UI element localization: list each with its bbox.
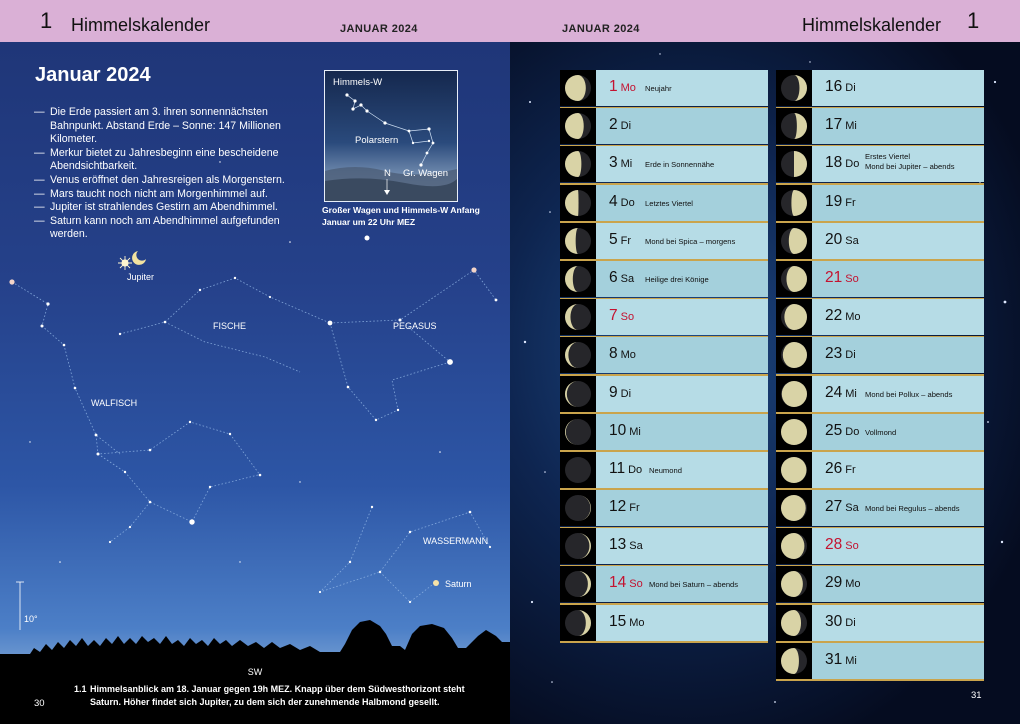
moon-phase-icon	[776, 643, 812, 679]
day-number: 12 Fr	[609, 498, 640, 516]
horizon-silhouette	[0, 616, 510, 662]
weekday-label: Sa	[620, 272, 635, 285]
moon-phase-icon	[560, 452, 596, 488]
calendar-row	[560, 185, 768, 221]
day-number: 13 Sa	[609, 536, 643, 554]
moon-phase-icon	[560, 223, 596, 259]
weekday-label: Mo	[620, 82, 636, 94]
day-number: 5 Fr	[609, 230, 632, 248]
caption-bar	[0, 662, 510, 724]
day-number: 9 Di	[609, 383, 632, 401]
moon-phase-icon	[776, 605, 812, 641]
day-note: Erstes Viertel Mond bei Jupiter – abends	[865, 152, 955, 172]
calendar-row	[776, 223, 984, 259]
calendar-row	[560, 223, 768, 259]
day-number: 20 Sa	[825, 230, 859, 248]
sky-map-page	[0, 42, 510, 724]
moon-phase-icon	[776, 299, 812, 335]
day-note: Heilige drei Könige	[645, 274, 709, 284]
day-number: 25 Do	[825, 421, 860, 439]
chapter-title-left: Himmelskalender	[71, 15, 211, 35]
header-right	[510, 0, 1020, 42]
day-number: 24 Mi	[825, 383, 857, 401]
calendar-row	[560, 605, 768, 641]
calendar-row	[560, 337, 768, 373]
jupiter-moon-marker	[118, 251, 146, 270]
day-number: 22 Mo	[825, 307, 861, 325]
big-dipper-inset	[324, 70, 458, 202]
weekday-label: Sa	[845, 502, 859, 515]
moon-phase-icon	[776, 414, 812, 450]
label-fische: FISCHE	[213, 321, 247, 331]
day-number: 21 So	[825, 268, 859, 286]
calendar-column-1	[560, 70, 768, 643]
weekday-label: Fr	[845, 196, 856, 209]
day-note: Mond bei Regulus – abends	[865, 504, 960, 514]
moon-phase-icon	[560, 108, 596, 144]
day-number: 27 Sa	[825, 498, 859, 516]
moon-phase-icon	[560, 185, 596, 221]
label-walfisch: WALFISCH	[91, 398, 138, 408]
weekday-label: So	[845, 272, 859, 285]
moon-phase-icon	[776, 337, 812, 373]
calendar-row	[560, 146, 768, 182]
direction-label: SW	[247, 667, 263, 677]
moon-phase-icon	[560, 528, 596, 564]
weekday-label: Sa	[629, 540, 643, 553]
calendar-row	[776, 376, 984, 412]
fact-item: — Jupiter ist strahlendes Gestirn am Abendhimmel.	[34, 201, 304, 215]
weekday-label: Sa	[845, 234, 859, 247]
weekday-label: Do	[628, 463, 643, 476]
page-number-left: 30	[34, 698, 45, 709]
weekday-label: So	[620, 311, 635, 324]
calendar-row	[776, 108, 984, 144]
moon-phase-icon	[776, 70, 812, 106]
label-saturn: Saturn	[445, 579, 472, 589]
calendar-row	[776, 643, 984, 679]
calendar-row	[776, 605, 984, 641]
weekday-label: Fr	[620, 234, 632, 247]
moon-phase-icon	[560, 376, 596, 412]
day-number: 30 Di	[825, 612, 856, 630]
weekday-label: Mi	[845, 654, 857, 667]
calendar-row	[776, 70, 984, 106]
day-number: 29 Mo	[825, 574, 861, 592]
moon-phase-icon	[776, 108, 812, 144]
day-number: 23 Di	[825, 345, 856, 363]
day-note: Neujahr	[645, 84, 672, 93]
chapter-number-right: 1	[967, 8, 980, 33]
label-himmels-w: Himmels-W	[333, 77, 383, 88]
moon-phase-icon	[560, 70, 596, 106]
weekday-label: Mo	[620, 349, 636, 362]
calendar-row	[560, 566, 768, 602]
chapter-number-left: 1	[40, 8, 53, 33]
calendar-row	[776, 185, 984, 221]
day-number: 10 Mi	[609, 421, 641, 439]
moon-phase-icon	[560, 299, 596, 335]
calendar-row	[560, 376, 768, 412]
day-number: 4 Do	[609, 192, 635, 210]
moon-phase-icon	[560, 414, 596, 450]
monthly-facts-list	[34, 106, 304, 242]
figure-caption: Himmelsanblick am 18. Januar gegen 19h MEZ. Knapp über dem Südwesthorizont steht Saturn. Höher findet sich Jupiter, zu dem sich der zunehmende Halbmond gesellt.	[90, 684, 465, 707]
moon-phase-icon	[776, 223, 812, 259]
label-jupiter: Jupiter	[127, 272, 155, 282]
day-number: 8 Mo	[609, 345, 636, 363]
weekday-label: Mi	[845, 387, 857, 400]
fact-item: — Saturn kann noch am Abendhimmel aufgefunden werden.	[34, 215, 304, 242]
weekday-label: Fr	[629, 502, 640, 515]
moon-phase-icon	[776, 146, 812, 182]
page-number-right: 31	[971, 690, 982, 701]
moon-phase-icon	[776, 185, 812, 221]
weekday-label: Di	[845, 616, 856, 629]
calendar-page	[510, 42, 1020, 724]
day-number: 11 Do	[609, 459, 643, 477]
calendar-row	[776, 299, 984, 335]
calendar-row	[560, 261, 768, 297]
weekday-label: Mo	[845, 578, 861, 591]
day-note: Neumond	[649, 465, 682, 475]
moon-phase-icon	[776, 376, 812, 412]
weekday-label: Mo	[629, 616, 645, 629]
calendar-row	[560, 414, 768, 450]
calendar-row	[560, 108, 768, 144]
month-label-right: JANUAR 2024	[562, 23, 640, 35]
month-label-left: JANUAR 2024	[340, 23, 418, 35]
inset-caption: Großer Wagen und Himmels-W Anfang Januar um 22 Uhr MEZ	[322, 205, 480, 227]
calendar-row	[776, 146, 984, 182]
weekday-label: Di	[845, 349, 856, 362]
figure-label: 1.1	[74, 684, 87, 694]
calendar-row	[776, 490, 984, 526]
day-note: Mond bei Spica – morgens	[645, 236, 736, 246]
label-wassermann: WASSERMANN	[423, 536, 489, 546]
weekday-label: Do	[845, 158, 860, 171]
weekday-label: Di	[620, 120, 632, 133]
day-number: 15 Mo	[609, 612, 645, 630]
altitude-label: 10°	[24, 614, 38, 624]
calendar-row	[560, 70, 768, 106]
moon-phase-icon	[776, 528, 812, 564]
day-note-secondary: Mond bei Jupiter – abends	[865, 162, 955, 172]
weekday-label: Do	[620, 196, 635, 209]
day-number: 7 So	[609, 307, 635, 325]
calendar-row	[776, 566, 984, 602]
calendar-row	[560, 528, 768, 564]
day-number: 14 So	[609, 574, 643, 592]
calendar-row	[776, 414, 984, 450]
weekday-label: Mi	[629, 425, 641, 438]
fact-item: — Venus eröffnet den Jahresreigen als Morgenstern.	[34, 174, 304, 188]
day-number: 31 Mi	[825, 650, 857, 668]
moon-phase-icon	[776, 261, 812, 297]
day-number: 1 Mo	[609, 78, 636, 95]
label-gr-wagen: Gr. Wagen	[403, 168, 449, 179]
day-number: 16 Di	[825, 78, 856, 95]
day-number: 26 Fr	[825, 459, 856, 477]
weekday-label: So	[845, 540, 859, 553]
label-polarstern: Polarstern	[355, 135, 399, 146]
calendar-row	[560, 452, 768, 488]
calendar-row	[776, 452, 984, 488]
calendar-row	[776, 528, 984, 564]
day-number: 19 Fr	[825, 192, 856, 210]
day-number: 18 Do	[825, 154, 860, 172]
day-number: 6 Sa	[609, 268, 635, 286]
weekday-label: Di	[620, 387, 632, 400]
day-note: Mond bei Saturn – abends	[649, 580, 739, 590]
fact-item: — Die Erde passiert am 3. ihren sonnennächsten Bahnpunkt. Abstand Erde – Sonne: 147 Millionen Kilometer.	[34, 106, 304, 147]
moon-phase-icon	[776, 566, 812, 602]
fact-item: — Mars taucht noch nicht am Morgenhimmel auf.	[34, 188, 304, 202]
calendar-row	[560, 299, 768, 335]
calendar-column-2	[776, 70, 984, 681]
header-left	[0, 0, 510, 42]
day-number: 2 Di	[609, 116, 632, 134]
day-note: Letztes Viertel	[645, 198, 693, 208]
weekday-label: Di	[845, 82, 856, 94]
weekday-label: Do	[845, 425, 860, 438]
moon-phase-icon	[560, 261, 596, 297]
day-number: 17 Mi	[825, 116, 857, 134]
moon-phase-icon	[776, 490, 812, 526]
calendar-row	[776, 261, 984, 297]
moon-phase-icon	[560, 566, 596, 602]
moon-phase-icon	[560, 490, 596, 526]
moon-phase-icon	[560, 337, 596, 373]
fact-item: — Merkur bietet zu Jahresbeginn eine bescheidene Abendsichtbarkeit.	[34, 147, 304, 174]
calendar-row	[560, 490, 768, 526]
weekday-label: Mi	[620, 158, 633, 171]
label-pegasus: PEGASUS	[393, 321, 437, 331]
day-note: Mond bei Pollux – abends	[865, 389, 953, 399]
day-number: 28 So	[825, 536, 859, 554]
moon-phase-icon	[776, 452, 812, 488]
day-note: Vollmond	[865, 427, 897, 437]
day-note: Erde in Sonnennähe	[645, 160, 715, 170]
weekday-label: So	[629, 578, 643, 591]
label-north: N	[384, 168, 391, 179]
calendar-row	[776, 337, 984, 373]
month-title: Januar 2024	[35, 64, 151, 86]
day-number: 3 Mi	[609, 154, 633, 172]
chapter-title-right: Himmelskalender	[802, 15, 942, 35]
weekday-label: Mo	[845, 311, 861, 324]
weekday-label: Mi	[845, 120, 857, 133]
weekday-label: Fr	[845, 463, 856, 476]
moon-phase-icon	[560, 605, 596, 641]
moon-phase-icon	[560, 146, 596, 182]
